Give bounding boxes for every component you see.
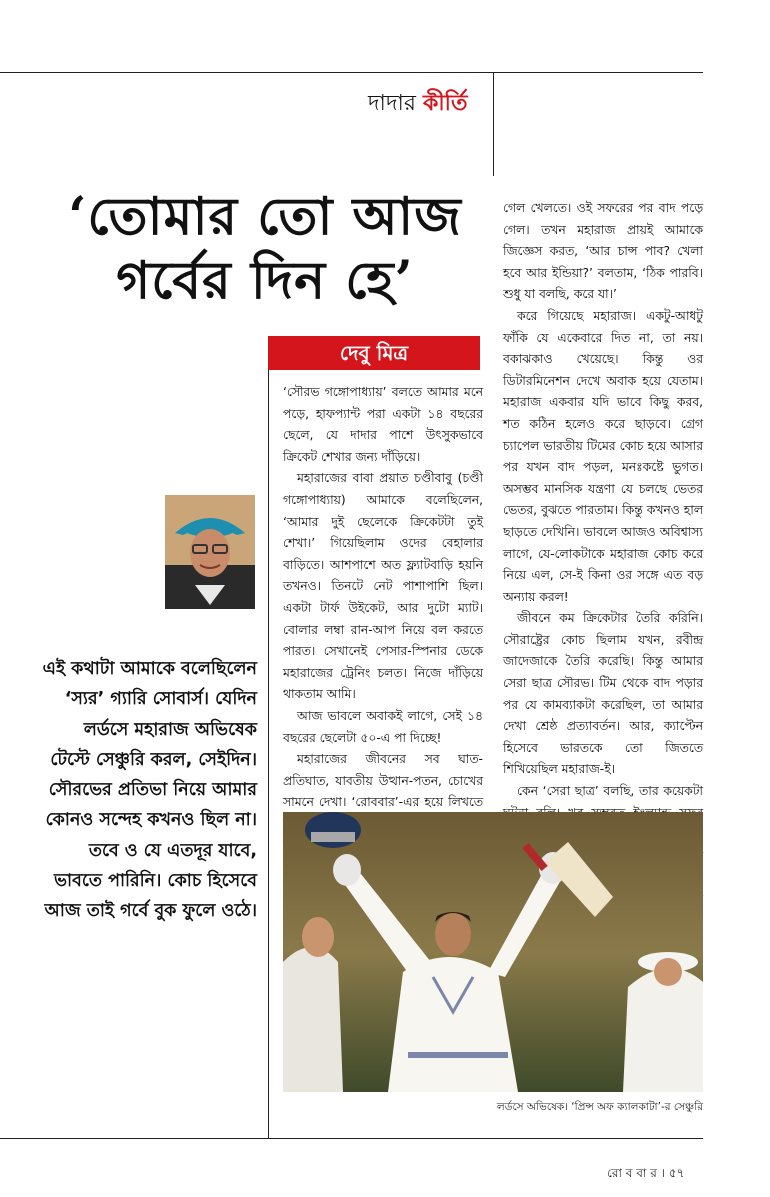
headline-line-2: গর্বের দিন হে’ bbox=[116, 250, 414, 311]
page-footer: রো ব বা র । ৫৭ bbox=[607, 1166, 685, 1180]
article-paragraph: করে গিয়েছে মহারাজ। একটু-আধটু ফাঁকি যে একেবারে দিত না, তা নয়। বকাঝকাও খেয়েছে। কিন্তু ওর ডিটারমিনেশন দেখে অবাক হয়ে যেতাম। মহারাজ একবার যদি ভাবে কিছু করব, শত কঠিন হলেও করে ছাড়বে। গ্রেগ চ্যাপেল ভারতীয় টিমের কোচ হয়ে আসার পর যখন বাদ পড়ল, মনঃকষ্টে ভুগত। অসম্ভব মানসিক যন্ত্রণা যে চলছে ভেতর ভেতর, বুঝতে পারতাম। কিন্তু কখনও হাল ছাড়তে দেখিনি। ভাবলে আজও অবিশ্বাস্য লাগে, যে-লোকটাকে মহারাজ কোচ করে নিয়ে এল, সে-ই কিনা ওর সঙ্গে এত বড় অন্যায় করল! bbox=[503, 308, 703, 604]
article-column-middle bbox=[283, 382, 483, 879]
article-paragraph: মহারাজের বাবা প্রয়াত চণ্ডীবাবু (চণ্ডী গঙ্গোপাধ্যায়) আমাকে বলেছিলেন, ‘আমার দুই ছেলেকে ক্রিকেটটা তুই শেখা।’ গিয়েছিলাম ওদের বেহালার বাড়িতে। আশপাশে অত ফ্ল্যাটবাড়ি হয়নি তখনও। তিনটে নেট পাশাপাশি ছিল। একটা টার্ফ উইকেট, আর দুটো ম্যাট। বোলার লম্বা রান-আপ নিয়ে বল করতে পারত। সেখানেই পেসার-স্পিনার ডেকে মহারাজের ট্রেনিং চলত। নিজে দাঁড়িয়ে থাকতাম আমি। bbox=[283, 471, 483, 702]
photo-caption: লর্ডসে অভিষেক। ‘প্রিন্স অফ ক্যালকাটা’-র সেঞ্চুরি bbox=[496, 1101, 703, 1113]
pull-quote: এই কথাটা আমাকে বলেছিলেন ‘স্যর’ গ্যারি সোবার্স। যেদিন লর্ডসে মহারাজ অভিষেক টেস্টে সেঞ্চুরি করল, সেইদিন। সৌরভের প্রতিভা নিয়ে আমার কোনও সন্দেহ কখনও ছিল না। তবে ও যে এতদূর যাবে, ভাবতে পারিনি। কোচ হিসেবে আজ তাই গর্বে বুক ফুলে ওঠে। bbox=[42, 659, 257, 922]
section-kicker bbox=[368, 86, 467, 123]
article-paragraph: ‘সৌরভ গঙ্গোপাধ্যায়’ বলতে আমার মনে পড়ে, হাফপ্যান্ট পরা একটা ১৪ বছরের ছেলে, যে দাদার পাশে উৎসুকভাবে ক্রিকেট শেখার জন্য দাঁড়িয়ে। bbox=[283, 385, 483, 464]
lower-vertical-rule bbox=[268, 370, 269, 1138]
top-rule bbox=[0, 72, 703, 73]
cricketer-celebration-illustration bbox=[283, 812, 703, 1092]
kicker-plain: দাদার bbox=[368, 91, 423, 116]
vertical-rule bbox=[493, 72, 494, 176]
headline bbox=[40, 185, 490, 313]
byline: দেবু মিত্র bbox=[268, 336, 480, 370]
article-paragraph: কেন ‘সেরা ছাত্র’ বলছি, তার কয়েকটা bbox=[517, 784, 703, 799]
article-paragraph: গেল খেলতে। ওই সফরের পর বাদ পড়ে গেল। তখন মহারাজ প্রায়ই আমাকে জিজ্ঞেস করত, ‘আর চান্স পাব? খেলা হবে আর ইন্ডিয়া?’ বলতাম, ‘ঠিক পারবি। শুধু যা বলছি, করে যা।’ bbox=[503, 201, 703, 302]
article-paragraph: জীবনে কম ক্রিকেটার তৈরি করিনি। সৌরাষ্ট্রের কোচ ছিলাম যখন, রবীন্দ্র জাদেজাকে তৈরি করেছি। কিন্তু আমার সেরা ছাত্র সৌরভ। টিম থেকে বাদ পড়ার পর যে কামব্যাকটা করেছিল, তা আমার দেখা শ্রেষ্ঠ প্রত্যাবর্তন। আর, ক্যাপ্টেন হিসেবে ভারতকে তো জিততে শিখিয়েছিল মহারাজ-ই। bbox=[503, 611, 703, 777]
author-portrait-illustration bbox=[165, 495, 255, 609]
headline-line-1: ‘তোমার তো আজ bbox=[68, 186, 462, 247]
bottom-rule bbox=[0, 1138, 703, 1139]
article-paragraph: আজ ভাবলে অবাকই লাগে, সেই ১৪ বছরের ছেলেটা ৫০-এ পা দিচ্ছে! bbox=[283, 708, 483, 745]
author-portrait bbox=[165, 495, 255, 609]
match-photo bbox=[283, 812, 703, 1092]
kicker-accent: কীর্তি bbox=[422, 91, 468, 116]
article-paragraph: মহারাজের জীবনের সব ঘাত-প্রতিঘাত, যাবতীয় উত্থান-পতন, চোখের সামনে দেখা। ‘রোববার’-এর হয়ে লিখতে bbox=[283, 752, 483, 810]
